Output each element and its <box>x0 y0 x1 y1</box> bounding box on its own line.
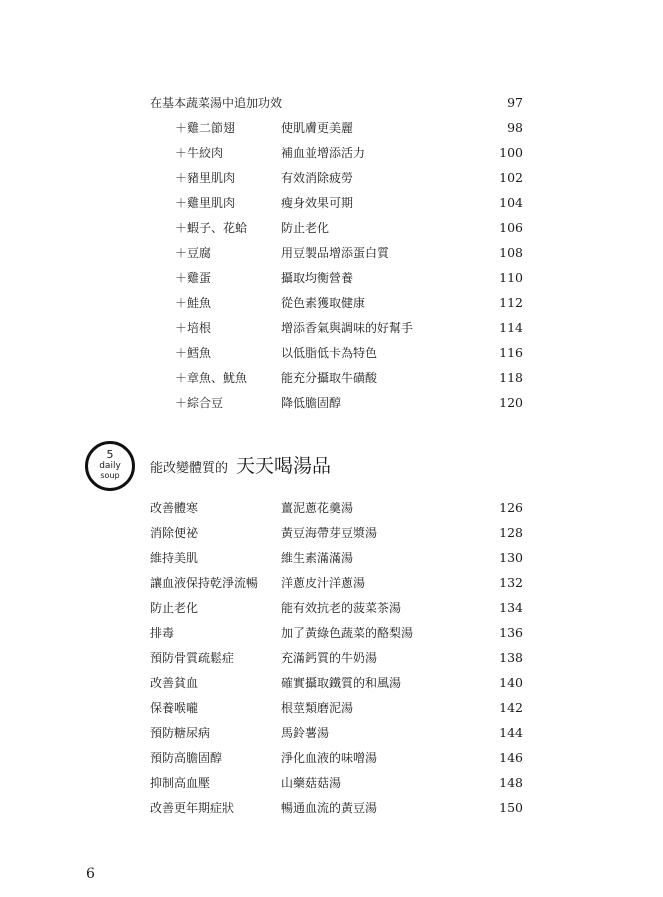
toc-entry-purpose: 預防骨質疏鬆症 <box>150 651 235 665</box>
toc-entry-description: 黃豆海帶芽豆漿湯 <box>281 526 378 540</box>
toc-page-number: 144 <box>499 725 523 740</box>
toc-entry-description: 洋蔥皮汁洋蔥湯 <box>281 576 366 590</box>
toc-page-number: 132 <box>499 575 523 590</box>
toc-entry <box>0 646 663 670</box>
toc-entry-description: 防止老化 <box>281 221 330 235</box>
toc-entry-description: 降低膽固醇 <box>281 396 342 410</box>
toc-entry <box>0 316 663 340</box>
toc-entry <box>0 166 663 190</box>
toc-entry-ingredient: ＋雞里肌肉 <box>175 196 236 210</box>
toc-page-number: 138 <box>499 650 523 665</box>
toc-page-number: 97 <box>507 95 523 110</box>
toc-entry-ingredient: ＋培根 <box>175 321 212 335</box>
toc-entry-description: 馬鈴薯湯 <box>281 726 330 740</box>
toc-page-number: 102 <box>499 170 523 185</box>
toc-entry-purpose: 讓血液保持乾淨流暢 <box>150 576 259 590</box>
toc-entry-purpose: 改善更年期症狀 <box>150 801 235 815</box>
chapter-badge-word: daily <box>99 461 121 471</box>
toc-page-number: 110 <box>499 270 523 285</box>
chapter-badge-word: soup <box>100 471 120 480</box>
toc-entry-purpose: 維持美肌 <box>150 551 199 565</box>
toc-entry-description: 能充分攝取牛磺酸 <box>281 371 378 385</box>
toc-entry <box>0 191 663 215</box>
toc-page-number: 100 <box>499 145 523 160</box>
toc-page-number: 134 <box>499 600 523 615</box>
toc-entry <box>0 366 663 390</box>
toc-entry-description: 增添香氣與調味的好幫手 <box>281 321 414 335</box>
toc-entry-description: 瘦身效果可期 <box>281 196 354 210</box>
toc-entry-ingredient: ＋牛絞肉 <box>175 146 224 160</box>
toc-page-number: 148 <box>499 775 523 790</box>
toc-section-title: 在基本蔬菜湯中追加功效 <box>150 96 283 110</box>
toc-entry-purpose: 保養喉嚨 <box>150 701 199 715</box>
toc-entry <box>0 266 663 290</box>
chapter-title-prefix: 能改變體質的 <box>150 461 229 476</box>
toc-entry-purpose: 預防糖尿病 <box>150 726 211 740</box>
toc-entry-description: 使肌膚更美麗 <box>281 121 354 135</box>
toc-entry-description: 用豆製品增添蛋白質 <box>281 246 390 260</box>
chapter-title-main: 天天喝湯品 <box>236 455 332 477</box>
toc-entry-description: 暢通血流的黃豆湯 <box>281 801 378 815</box>
toc-entry-purpose: 抑制高血壓 <box>150 776 211 790</box>
toc-entry-ingredient: ＋綜合豆 <box>175 396 224 410</box>
toc-page-number: 98 <box>507 120 523 135</box>
toc-entry <box>0 771 663 795</box>
toc-entry-description: 充滿鈣質的牛奶湯 <box>281 651 378 665</box>
toc-entry-description: 攝取均衡營養 <box>281 271 354 285</box>
toc-entry-description: 淨化血液的味噌湯 <box>281 751 378 765</box>
folio-page-number: 6 <box>86 866 95 882</box>
toc-page-number: 116 <box>499 345 523 360</box>
toc-entry-purpose: 消除便祕 <box>150 526 199 540</box>
toc-entry <box>0 696 663 720</box>
toc-page-number: 126 <box>499 500 523 515</box>
toc-entry <box>0 141 663 165</box>
toc-page-number: 120 <box>499 395 523 410</box>
toc-entry <box>0 341 663 365</box>
toc-entry-description: 山藥菇菇湯 <box>281 776 342 790</box>
toc-entry <box>0 721 663 745</box>
chapter-badge <box>85 441 135 491</box>
toc-entry-ingredient: ＋雞蛋 <box>175 271 212 285</box>
toc-entry <box>0 596 663 620</box>
toc-entry <box>0 241 663 265</box>
toc-page-number: 142 <box>499 700 523 715</box>
toc-entry-purpose: 改善貧血 <box>150 676 199 690</box>
toc-entry-ingredient: ＋鮭魚 <box>175 296 212 310</box>
toc-entry-ingredient: ＋豬里肌肉 <box>175 171 236 185</box>
chapter-title <box>150 451 331 478</box>
toc-entry-description: 有效消除疲勞 <box>281 171 354 185</box>
toc-entry <box>0 621 663 645</box>
toc-section-header <box>0 91 663 115</box>
toc-entry <box>0 216 663 240</box>
toc-entry-ingredient: ＋雞二節翅 <box>175 121 236 135</box>
toc-entry-description: 補血並增添活力 <box>281 146 366 160</box>
toc-page-number: 118 <box>499 370 523 385</box>
toc-page-number: 136 <box>499 625 523 640</box>
toc-page-number: 104 <box>499 195 523 210</box>
toc-entry-description: 根莖類磨泥湯 <box>281 701 354 715</box>
toc-page-number: 112 <box>499 295 523 310</box>
toc-entry-ingredient: ＋鱈魚 <box>175 346 212 360</box>
toc-entry-description: 加了黃綠色蔬菜的酪梨湯 <box>281 626 414 640</box>
toc-entry <box>0 796 663 820</box>
toc-entry <box>0 571 663 595</box>
toc-entry <box>0 391 663 415</box>
toc-entry <box>0 116 663 140</box>
toc-entry <box>0 746 663 770</box>
toc-entry-ingredient: ＋蝦子、花蛤 <box>175 221 248 235</box>
chapter-number: 5 <box>106 448 114 461</box>
toc-page-number: 108 <box>499 245 523 260</box>
toc-entry-ingredient: ＋章魚、魷魚 <box>175 371 248 385</box>
toc-entry-description: 能有效抗老的菠菜茶湯 <box>281 601 402 615</box>
toc-page-number: 140 <box>499 675 523 690</box>
toc-entry-description: 以低脂低卡為特色 <box>281 346 378 360</box>
toc-page-number: 130 <box>499 550 523 565</box>
toc-entry-purpose: 改善體寒 <box>150 501 199 515</box>
toc-entry <box>0 496 663 520</box>
toc-entry-purpose: 防止老化 <box>150 601 199 615</box>
toc-entry-description: 從色素獲取健康 <box>281 296 366 310</box>
toc-page-number: 128 <box>499 525 523 540</box>
toc-entry <box>0 671 663 695</box>
toc-page-number: 150 <box>499 800 523 815</box>
toc-entry-purpose: 預防高膽固醇 <box>150 751 223 765</box>
toc-entry <box>0 291 663 315</box>
toc-entry-ingredient: ＋豆腐 <box>175 246 212 260</box>
toc-page-number: 106 <box>499 220 523 235</box>
toc-page-number: 114 <box>499 320 523 335</box>
toc-entry <box>0 521 663 545</box>
toc-entry-description: 確實攝取鐵質的和風湯 <box>281 676 402 690</box>
toc-entry-purpose: 排毒 <box>150 626 175 640</box>
toc-entry-description: 維生素滿滿湯 <box>281 551 354 565</box>
toc-entry <box>0 546 663 570</box>
toc-entry-description: 薑泥蔥花羹湯 <box>281 501 354 515</box>
toc-page-number: 146 <box>499 750 523 765</box>
